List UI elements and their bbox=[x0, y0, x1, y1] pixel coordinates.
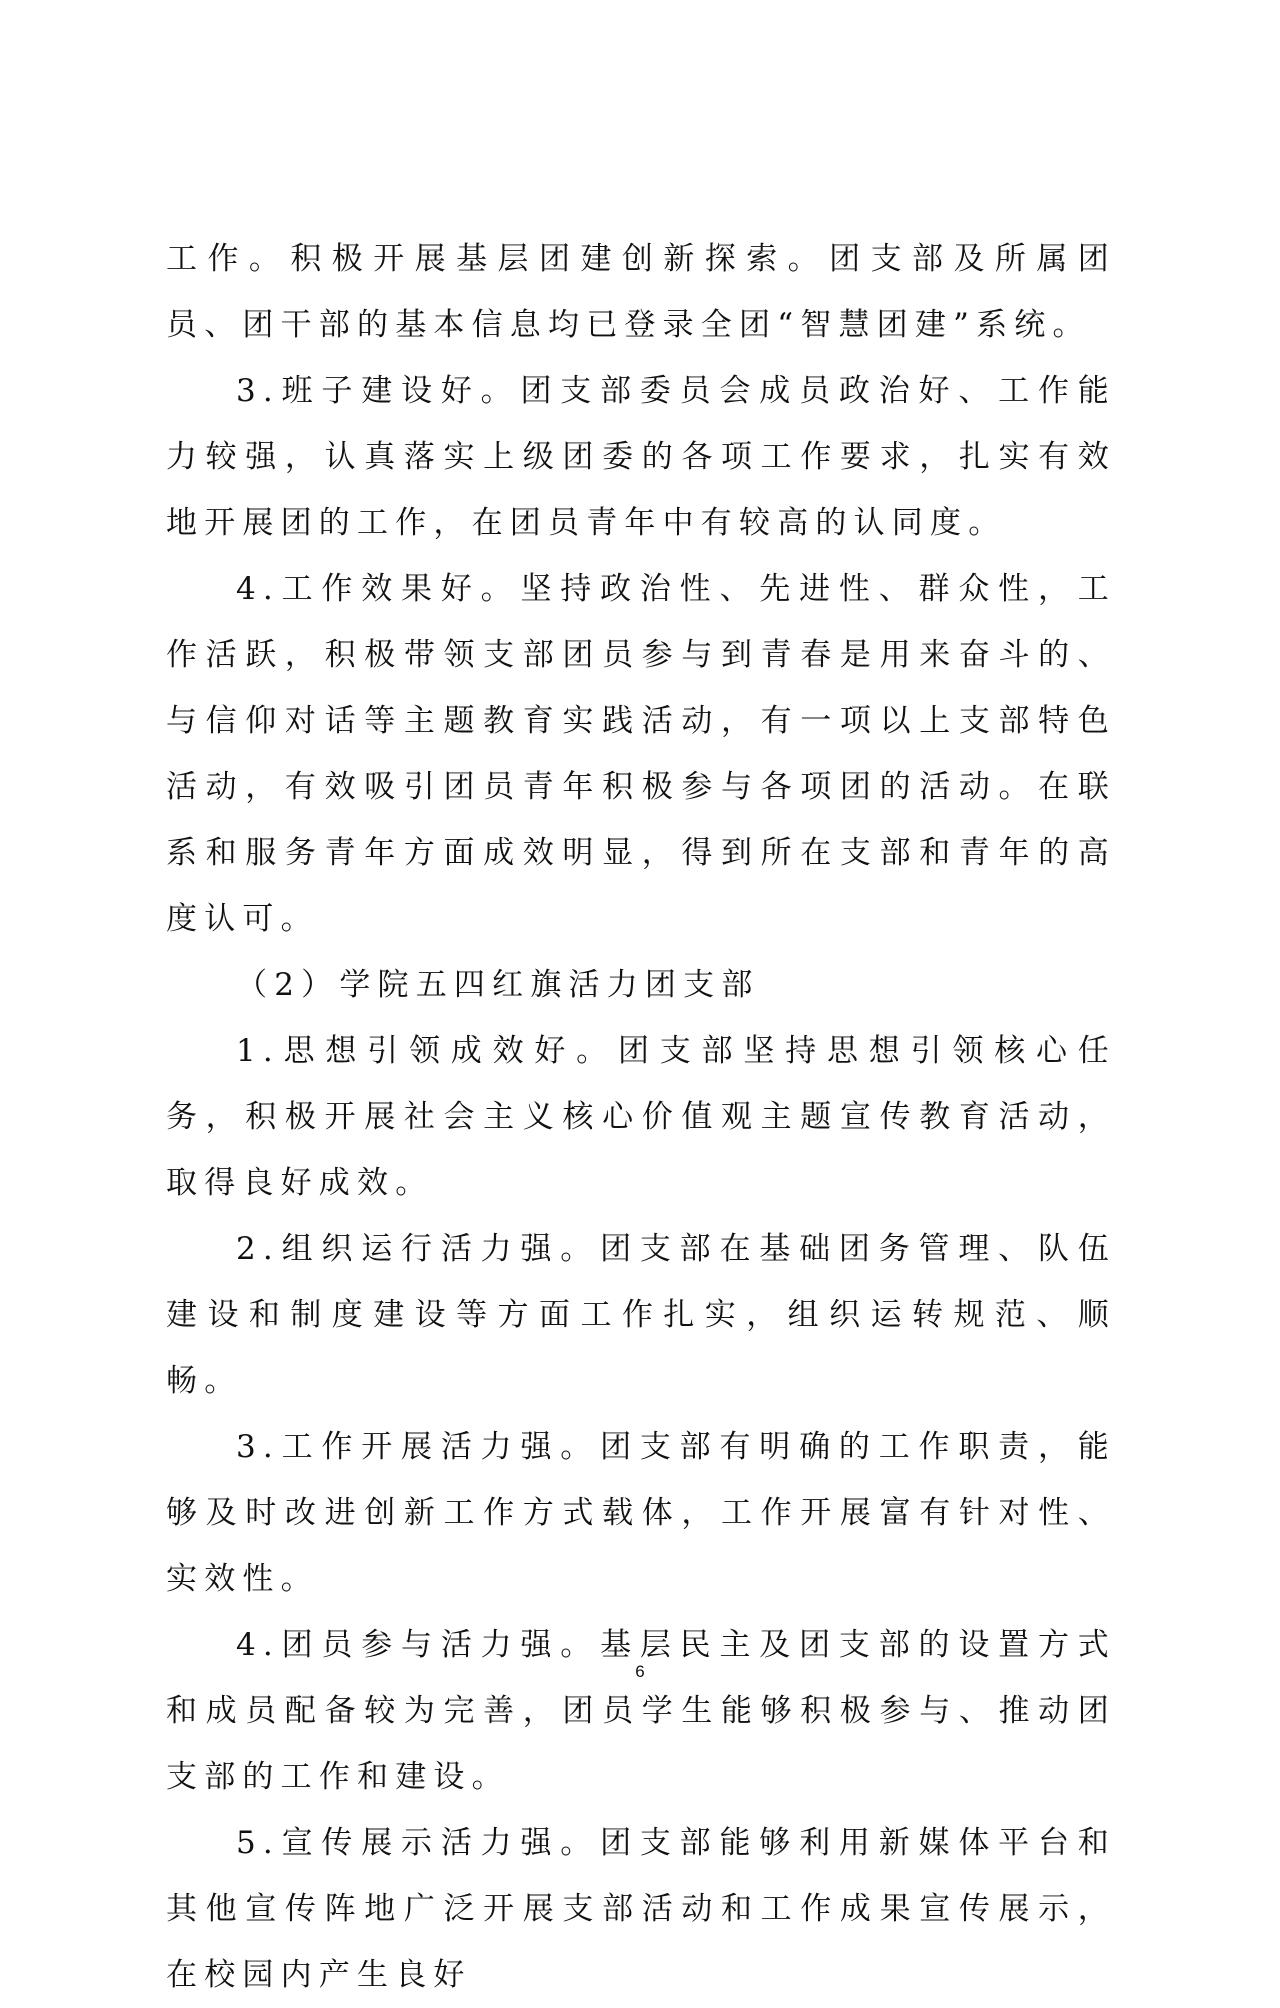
paragraph-publicity-display: 5.宣传展示活力强。团支部能够利用新媒体平台和其他宣传阵地广泛开展支部活动和工作成果宣传展示，在校园内产生良好 bbox=[166, 1825, 1116, 1993]
section-heading-vitality-branch: （2）学院五四红旗活力团支部 bbox=[236, 967, 760, 1003]
paragraph-ideological-guidance: 1.思想引领成效好。团支部坚持思想引领核心任务，积极开展社会主义核心价值观主题宣传教育活动，取得良好成效。 bbox=[166, 1033, 1116, 1201]
document-body bbox=[166, 226, 1116, 2008]
paragraph-organization-operation: 2.组织运行活力强。团支部在基础团务管理、队伍建设和制度建设等方面工作扎实，组织运转规范、顺畅。 bbox=[166, 1231, 1116, 1399]
paragraph-team-building: 3.班子建设好。团支部委员会成员政治好、工作能力较强，认真落实上级团委的各项工作要求，扎实有效地开展团的工作，在团员青年中有较高的认同度。 bbox=[166, 373, 1116, 541]
paragraph-work-effect: 4.工作效果好。坚持政治性、先进性、群众性，工作活跃，积极带领支部团员参与到青春是用来奋斗的、与信仰对话等主题教育实践活动，有一项以上支部特色活动，有效吸引团员青年积极参与各项团的活动。在联系和服务青年方面成效明显，得到所在支部和青年的高度认可。 bbox=[166, 571, 1116, 937]
paragraph-continuation: 工作。积极开展基层团建创新探索。团支部及所属团员、团干部的基本信息均已登录全团“智慧团建”系统。 bbox=[166, 241, 1116, 343]
paragraph-work-development: 3.工作开展活力强。团支部有明确的工作职责，能够及时改进创新工作方式载体，工作开展富有针对性、实效性。 bbox=[166, 1429, 1116, 1597]
page-number: 6 bbox=[635, 1662, 645, 1681]
paragraph-member-participation: 4.团员参与活力强。基层民主及团支部的设置方式和成员配备较为完善，团员学生能够积极参与、推动团支部的工作和建设。 bbox=[166, 1627, 1116, 1795]
